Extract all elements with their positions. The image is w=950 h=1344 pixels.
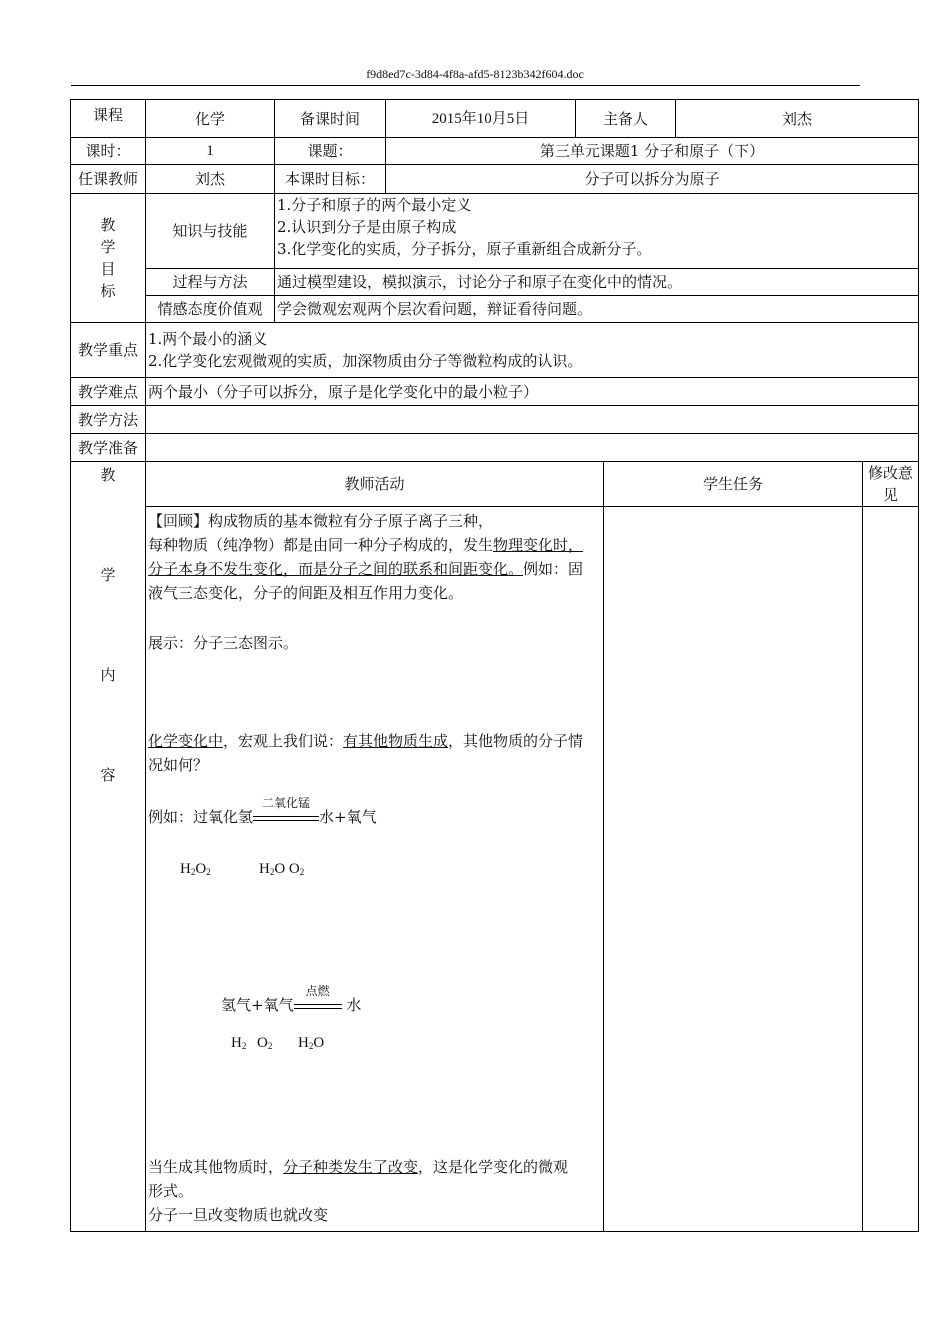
eq2-product: 水 [346, 996, 362, 1014]
student-task-body [604, 507, 863, 1232]
conclusion-text: ，这是化学变化的微观 [418, 1158, 569, 1176]
teacher-label: 任课教师 [71, 165, 146, 194]
teacher-activity-body [146, 507, 604, 1232]
prep-value [146, 434, 919, 462]
review-line: 【回顾】构成物质的基本微粒有分子原子离子三种， [148, 512, 494, 530]
reaction-condition [253, 796, 319, 829]
row-teacher [71, 165, 919, 194]
preparer-label: 主备人 [576, 100, 676, 138]
revision-header: 修改意见 [863, 462, 919, 507]
course-value: 化学 [146, 100, 275, 138]
review-text: 每种物质（纯净物）都是由同一种分子构成的，发生 [148, 536, 494, 554]
formula-h2: $H_2$ [231, 1035, 247, 1051]
objectives-label [71, 194, 146, 323]
objectives-label-char: 标 [100, 282, 116, 300]
key-point-item: 1.两个最小的涵义 [148, 330, 268, 348]
content-label-char: 内 [100, 666, 116, 684]
topic-value: 第三单元课题1 分子和原子（下） [386, 138, 919, 165]
conclusion-line: 形式。 [148, 1182, 194, 1200]
goal-label: 本课时目标： [275, 165, 386, 194]
row-period [71, 138, 919, 165]
row-objective-process [71, 269, 919, 296]
emotion-value: 学会微观宏观两个层次看问题，辩证看待问题。 [275, 296, 919, 323]
formula-h2o-o2: $H_2O$ $O_2$ [259, 861, 305, 877]
final-line: 分子一旦改变物质也就改变 [148, 1206, 329, 1224]
review-line: 液气三态变化，分子的间距及相互作用力变化。 [148, 584, 464, 602]
row-objective-emotion [71, 296, 919, 323]
conclusion-text: 当生成其他物质时， [148, 1158, 284, 1176]
prep-label: 教学准备 [71, 434, 146, 462]
prep-time-label: 备课时间 [275, 100, 386, 138]
period-label: 课时： [71, 138, 146, 165]
underlined-text: 化学变化中 [148, 732, 224, 750]
example-products: 水+氧气 [319, 808, 377, 826]
teacher-activity-header: 教师活动 [146, 462, 604, 507]
difficulty-label: 教学难点 [71, 378, 146, 406]
process-value: 通过模型建设，模拟演示，讨论分子和原子在变化中的情况。 [275, 269, 919, 296]
catalyst-label: 二氧化锰 [262, 796, 311, 810]
method-value [146, 406, 919, 434]
equals-arrow [253, 816, 319, 821]
knowledge-item: 1.分子和原子的两个最小定义 [277, 196, 472, 214]
key-point-item: 2.化学变化宏观微观的实质，加深物质由分子等微粒构成的认识。 [148, 352, 583, 370]
process-label: 过程与方法 [146, 269, 275, 296]
difficulty-value: 两个最小（分子可以拆分，原子是化学变化中的最小粒子） [146, 378, 919, 406]
formula-h2o2: $H_2O_2$ [180, 861, 211, 877]
revision-body [863, 507, 919, 1232]
row-content-header [71, 462, 919, 507]
underlined-text: 有其他物质生成 [343, 732, 449, 750]
student-task-header: 学生任务 [604, 462, 863, 507]
content-label-char: 学 [100, 566, 116, 584]
hydrogen-combustion-equation [221, 984, 362, 1017]
chem-text: ，宏观上我们说： [223, 732, 344, 750]
content-label [71, 462, 146, 1232]
equals-arrow [294, 1004, 342, 1009]
show-line: 展示：分子三态图示。 [148, 634, 299, 652]
eq2-reactants: 氢气+氧气 [221, 996, 294, 1014]
objectives-label-char: 目 [100, 260, 116, 278]
header-divider [71, 85, 860, 86]
row-content-body [71, 507, 919, 1232]
ignite-label: 点燃 [305, 984, 330, 998]
key-points-list [146, 323, 919, 378]
chem-text: ，其他物质的分子情 [448, 732, 584, 750]
teacher-value: 刘杰 [146, 165, 275, 194]
review-line [148, 533, 583, 557]
row-course [71, 100, 919, 138]
prep-time-value: 2015年10月5日 [386, 100, 576, 138]
row-objective-knowledge [71, 194, 919, 269]
course-label: 课程 [71, 100, 146, 138]
chem-change-line: 况如何？ [148, 756, 209, 774]
formula-h2o: $H_2O$ [298, 1035, 325, 1051]
knowledge-label: 知识与技能 [146, 194, 275, 269]
content-label-char: 容 [100, 766, 116, 784]
underlined-text: 物理变化时， [493, 536, 584, 554]
row-difficulty [71, 378, 919, 406]
example-equation [148, 796, 377, 829]
document-filename: f9d8ed7c-3d84-4f8a-afd5-8123b342f604.doc [366, 67, 584, 81]
review-line [148, 557, 583, 581]
reaction-condition [294, 984, 342, 1017]
objectives-label-char: 教 [100, 216, 116, 234]
knowledge-item: 2.认识到分子是由原子构成 [277, 218, 457, 236]
period-value: 1 [146, 138, 275, 165]
lesson-plan-table [70, 99, 919, 1232]
row-method [71, 406, 919, 434]
underlined-text: 分子本身不发生变化，而是分子之间的联系和间距变化。 [148, 560, 524, 578]
goal-value: 分子可以拆分为原子 [386, 165, 919, 194]
objectives-label-char: 学 [100, 238, 116, 256]
row-key-points [71, 323, 919, 378]
chem-change-line [148, 729, 583, 753]
knowledge-list [275, 194, 919, 269]
row-prep [71, 434, 919, 462]
formula-o2: $O_2$ [257, 1035, 273, 1051]
review-text: 例如：固 [523, 560, 584, 578]
underlined-text: 分子种类发生了改变 [283, 1158, 419, 1176]
topic-label: 课题： [275, 138, 386, 165]
preparer-value: 刘杰 [676, 100, 919, 138]
key-points-label: 教学重点 [71, 323, 146, 378]
example-reactant: 例如：过氧化氢 [148, 808, 254, 826]
conclusion-line [148, 1155, 568, 1179]
emotion-label: 情感态度价值观 [146, 296, 275, 323]
content-label-char: 教 [100, 466, 116, 484]
method-label: 教学方法 [71, 406, 146, 434]
knowledge-item: 3.化学变化的实质，分子拆分，原子重新组合成新分子。 [277, 240, 652, 258]
